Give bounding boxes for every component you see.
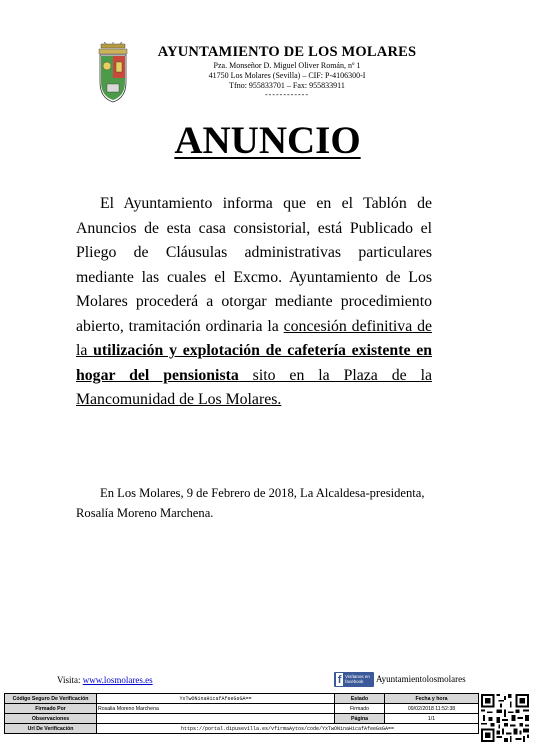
table-row: [5, 724, 479, 734]
body-part-1: El Ayuntamiento informa que en el Tablón de Anuncios de esta casa consistorial, está Publicado el Pliego de Cláusulas administrativas particulares mediante las cuales el Excmo. Ayuntamiento de Los Molares procederá a otorgar mediante procedimiento abierto, tramitación ordinaria la: [76, 195, 432, 335]
pagina-label: Página: [335, 714, 385, 724]
visit-website: [57, 675, 153, 685]
letterhead: [95, 40, 435, 110]
facebook-small-text: Visítanos en facebook: [345, 674, 370, 684]
firmado-por-value: Rosalia Moreno Marchena: [97, 704, 335, 714]
body-part-4: sito en la Plaza de la Mancomunidad de Los Molares.: [76, 366, 432, 408]
closing-paragraph: En Los Molares, 9 de Febrero de 2018, La Alcaldesa-presidenta, Rosalía Moreno Marchena.: [76, 486, 425, 520]
url-value[interactable]: https://portal.dipusevilla.es/vfirmaAytos/code/YxTwONinaHicafAfeeGsGA==: [97, 724, 479, 734]
address-line-2: 41750 Los Molares (Sevilla) – CIF: P-4106300-I: [208, 71, 366, 80]
announcement-body: [76, 192, 432, 413]
table-row: [5, 704, 479, 714]
pagina-value: 1/1: [385, 714, 479, 724]
coat-of-arms-icon: [95, 42, 131, 104]
estado-value: Firmado: [335, 704, 385, 714]
url-label: Url De Verificación: [5, 724, 97, 734]
facebook-icon: f: [337, 673, 342, 686]
qr-code-icon: [481, 694, 529, 742]
firmado-por-label: Firmado Por: [5, 704, 97, 714]
code-value: YxTwONinaHicafAfeeGsGA==: [97, 694, 335, 704]
table-row: [5, 694, 479, 704]
table-row: [5, 714, 479, 724]
observaciones-value: [97, 714, 335, 724]
verification-table: [4, 693, 479, 734]
body-part-3: utilización y explotación de cafetería existente en hogar del pensionista: [76, 342, 432, 384]
facebook-badge[interactable]: [334, 671, 466, 687]
fecha-value: 09/02/2018 11:52:38: [385, 704, 479, 714]
visit-label: Visita:: [57, 675, 81, 685]
website-link[interactable]: www.losmolares.es: [82, 675, 153, 685]
observaciones-label: Observaciones: [5, 714, 97, 724]
document-heading: ANUNCIO: [174, 119, 361, 162]
header-rule: ------------: [265, 90, 309, 99]
facebook-page-name: Ayuntamientolosmolares: [376, 674, 466, 684]
phone-fax-line: Tfno: 955833701 – Fax: 955833911: [229, 81, 345, 90]
letterhead-text: [139, 44, 435, 99]
estado-label: Estado: [335, 694, 385, 704]
fecha-label: Fecha y hora: [385, 694, 479, 704]
code-label: Código Seguro De Verificación: [5, 694, 97, 704]
body-part-2: concesión definitiva de la: [76, 317, 432, 359]
facebook-logo: [334, 672, 374, 687]
municipality-title: AYUNTAMIENTO DE LOS MOLARES: [157, 44, 417, 60]
address-line-1: Pza. Monseñor D. Miguel Oliver Román, nº 1: [213, 61, 361, 70]
